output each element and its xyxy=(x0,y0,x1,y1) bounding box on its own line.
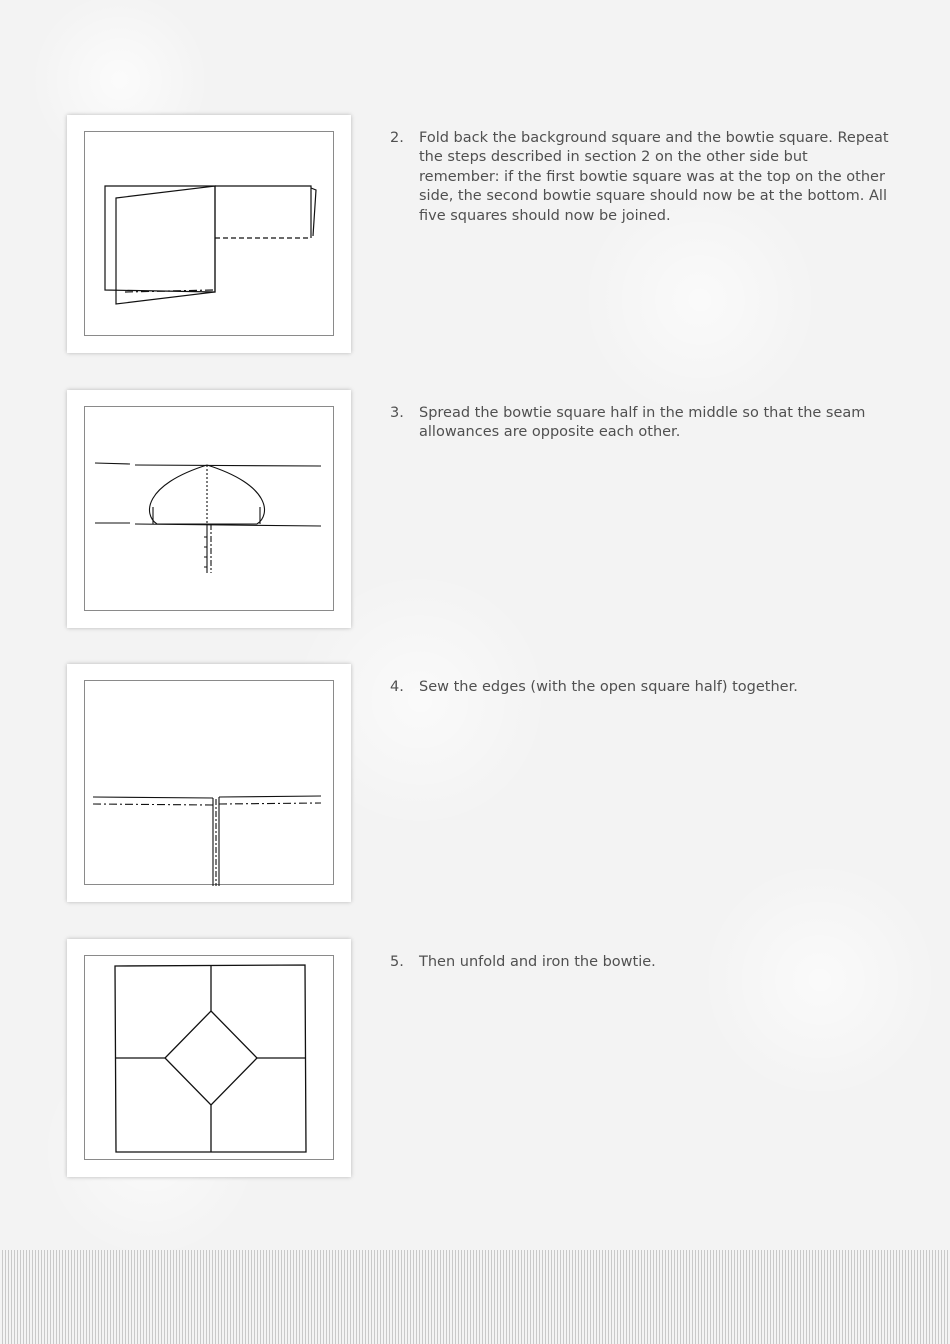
spread-bowtie-illustration-icon xyxy=(85,407,335,612)
sewn-edges-illustration-icon xyxy=(85,681,335,886)
illustration-card-step-2 xyxy=(67,115,351,353)
illustration-frame xyxy=(84,131,334,336)
striped-footer xyxy=(0,1250,950,1344)
step-number: 4. xyxy=(390,679,404,695)
illustration-card-step-5 xyxy=(67,939,351,1177)
step-body: Sew the edges (with the open square half) together. xyxy=(419,679,798,695)
illustration-frame xyxy=(84,680,334,885)
step-number: 2. xyxy=(390,130,404,146)
step-number: 5. xyxy=(390,954,404,970)
step-body: Spread the bowtie square half in the middle so that the seam allowances are opposite each other. xyxy=(419,405,866,441)
step-2-text xyxy=(390,129,890,226)
illustration-card-step-3 xyxy=(67,390,351,628)
step-4-text xyxy=(390,678,890,697)
illustration-frame xyxy=(84,406,334,611)
illustration-frame xyxy=(84,955,334,1160)
illustration-card-step-4 xyxy=(67,664,351,902)
step-3-text xyxy=(390,404,890,443)
step-body: Fold back the background square and the bowtie square. Repeat the steps described in section 2 on the other side but remember: if the first bowtie square was at the top on the other side, the second bowtie square should now be at the bottom. All five squares should now be joined. xyxy=(419,130,889,224)
step-body: Then unfold and iron the bowtie. xyxy=(419,954,656,970)
finished-bowtie-illustration-icon xyxy=(85,956,335,1161)
step-5-text xyxy=(390,953,890,972)
folded-squares-illustration-icon xyxy=(85,132,335,337)
step-number: 3. xyxy=(390,405,404,421)
